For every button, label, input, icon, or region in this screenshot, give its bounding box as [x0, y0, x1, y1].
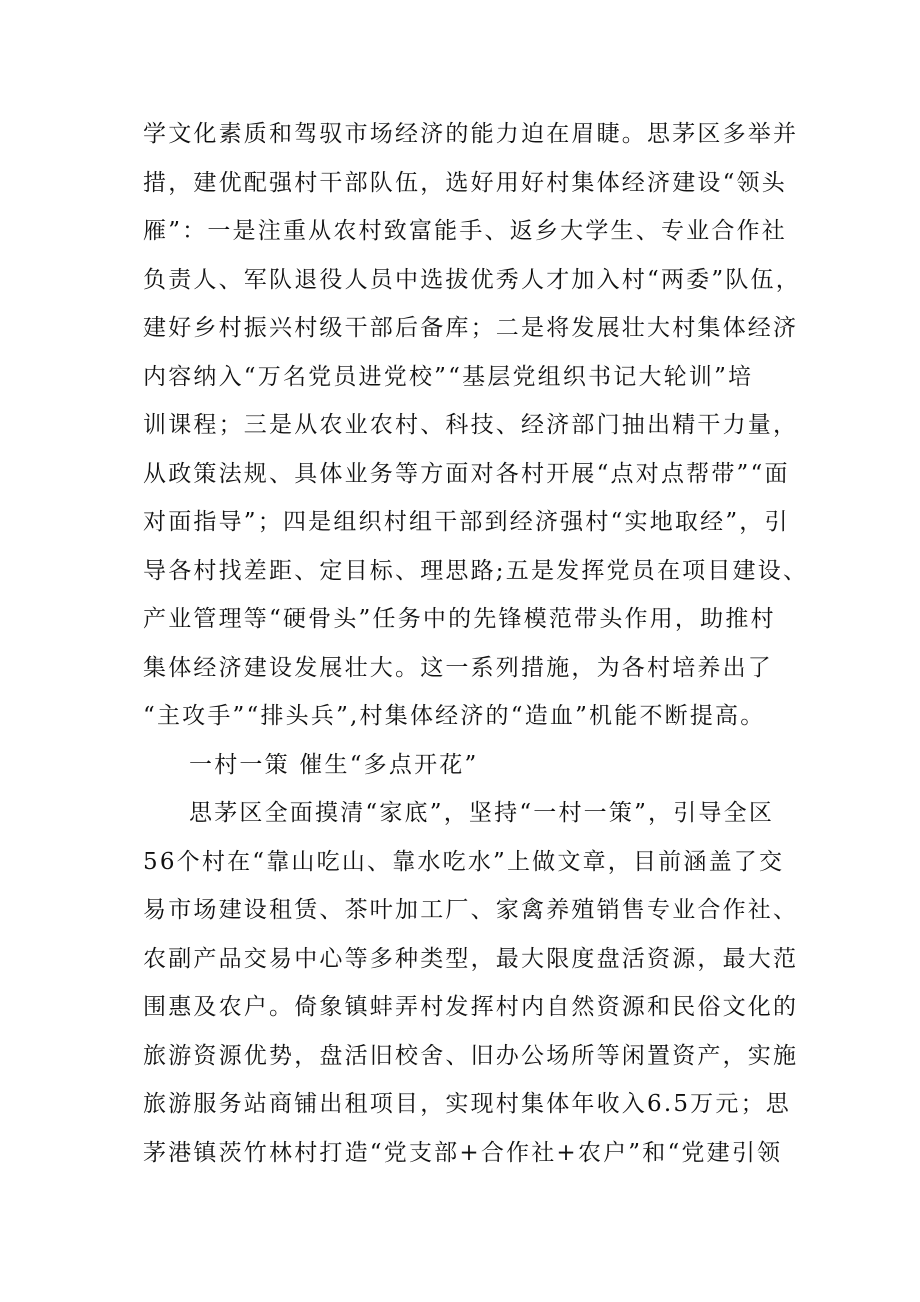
text-line: 56个村在“靠山吃山、靠水吃水”上做文章，目前涵盖了交 — [143, 848, 785, 875]
text-line: “主攻手”“排头兵”,村集体经济的“造血”机能不断提高。 — [143, 703, 766, 729]
text-line: 易市场建设租赁、茶叶加工厂、家禽养殖销售专业合作社、 — [143, 897, 799, 923]
text-line: 内容纳入“万名党员进党校”“基层党组织书记大轮训”培 — [143, 363, 754, 390]
text-line: 产业管理等“硬骨头”任务中的先锋模范带头作用，助推村 — [143, 606, 776, 632]
body-text — [143, 110, 809, 1177]
text-line: 旅游资源优势，盘活旧校舍、旧办公场所等闲置资产，实施 — [143, 1042, 799, 1069]
text-line: 集体经济建设发展壮大。这一系列措施，为各村培养出了 — [143, 654, 773, 681]
text-line: 旅游服务站商铺出租项目，实现村集体年收入6.5万元；思 — [143, 1091, 791, 1117]
text-line: 思茅区全面摸清“家底”，坚持“一村一策”，引导全区 — [189, 800, 775, 826]
text-line: 学文化素质和驾驭市场经济的能力迫在眉睫。思茅区多举并 — [143, 121, 799, 147]
text-line: 对面指导”；四是组织村组干部到经济强村“实地取经”，引 — [143, 509, 790, 535]
text-line: 训课程；三是从农业农村、科技、经济部门抽出精干力量， — [143, 412, 799, 438]
text-line: 负责人、军队退役人员中选拔优秀人才加入村“两委”队伍， — [143, 266, 801, 293]
text-line: 雁”：一是注重从农村致富能手、返乡大学生、专业合作社 — [143, 218, 787, 244]
text-line: 一村一策 催生“多点开花” — [189, 751, 479, 778]
text-line: 措，建优配强村干部队伍，选好用好村集体经济建设“领头 — [143, 169, 787, 196]
text-line: 农副产品交易中心等多种类型，最大限度盘活资源，最大范 — [143, 945, 799, 972]
text-line: 围惠及农户。倚象镇蚌弄村发挥村内自然资源和民俗文化的 — [143, 994, 799, 1020]
text-line: 建好乡村振兴村级干部后备库；二是将发展壮大村集体经济 — [143, 315, 799, 341]
text-line: 导各村找差距、定目标、理思路;五是发挥党员在项目建设、 — [143, 557, 809, 584]
text-line: 茅港镇茨竹林村打造“党支部+合作社+农户”和“党建引领 — [143, 1139, 783, 1166]
text-line: 从政策法规、具体业务等方面对各村开展“点对点帮带”“面 — [143, 460, 790, 487]
